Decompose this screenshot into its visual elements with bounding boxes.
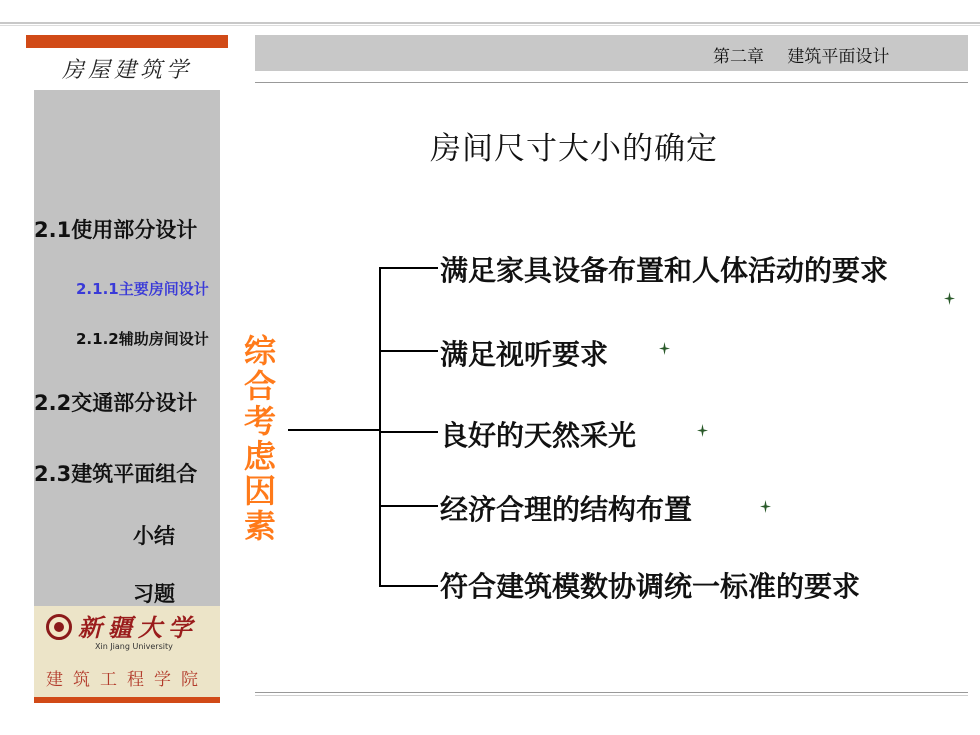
tree-trunk <box>379 267 381 587</box>
sidebar-item-2-2[interactable]: 2.2交通部分设计 <box>34 391 198 415</box>
emblem-center <box>54 622 64 632</box>
chapter-title: 第二章 建筑平面设计 <box>713 47 890 67</box>
sidebar-item-2-1-2[interactable]: 2.1.2辅助房间设计 <box>76 330 209 348</box>
root-connector <box>288 429 381 431</box>
university-name-en: Xin Jiang University <box>95 642 173 651</box>
footer-divider-light <box>255 695 968 696</box>
sparkle-icon <box>659 342 670 355</box>
sidebar-item-2-1[interactable]: 2.1使用部分设计 <box>34 218 198 242</box>
university-name: 新疆大学 <box>78 613 198 642</box>
college-name: 建筑工程学院 <box>46 670 208 690</box>
course-title: 房屋建筑学 <box>61 58 192 83</box>
factor-item: 良好的天然采光 <box>440 419 637 452</box>
sidebar-item-2-1-1[interactable]: 2.1.1主要房间设计 <box>76 280 209 298</box>
sidebar-accent-bar <box>26 35 228 48</box>
factor-item: 满足视听要求 <box>440 338 609 371</box>
factor-item: 满足家具设备布置和人体活动的要求 <box>440 254 889 287</box>
sidebar-item-summary[interactable]: 小结 <box>133 524 175 548</box>
sidebar-item-2-3[interactable]: 2.3建筑平面组合 <box>34 462 198 486</box>
branch-line-4 <box>379 505 438 507</box>
factor-item: 经济合理的结构布置 <box>440 493 693 526</box>
sidebar-nav <box>34 90 220 606</box>
factor-item: 符合建筑模数协调统一标准的要求 <box>440 570 861 603</box>
sparkle-icon <box>697 424 708 437</box>
root-label: 综合考虑因素 <box>243 332 276 545</box>
sparkle-icon <box>760 500 771 513</box>
top-rule-light <box>0 25 980 26</box>
branch-line-3 <box>379 431 438 433</box>
sidebar-bottom-bar <box>34 697 220 703</box>
top-rule <box>0 22 980 24</box>
sparkle-icon <box>944 292 955 305</box>
header-divider <box>255 82 968 83</box>
footer-divider <box>255 692 968 693</box>
slide-title: 房间尺寸大小的确定 <box>430 131 718 167</box>
branch-line-5 <box>379 585 438 587</box>
branch-line-1 <box>379 267 438 269</box>
branch-line-2 <box>379 350 438 352</box>
sidebar-item-exercises[interactable]: 习题 <box>133 582 175 606</box>
